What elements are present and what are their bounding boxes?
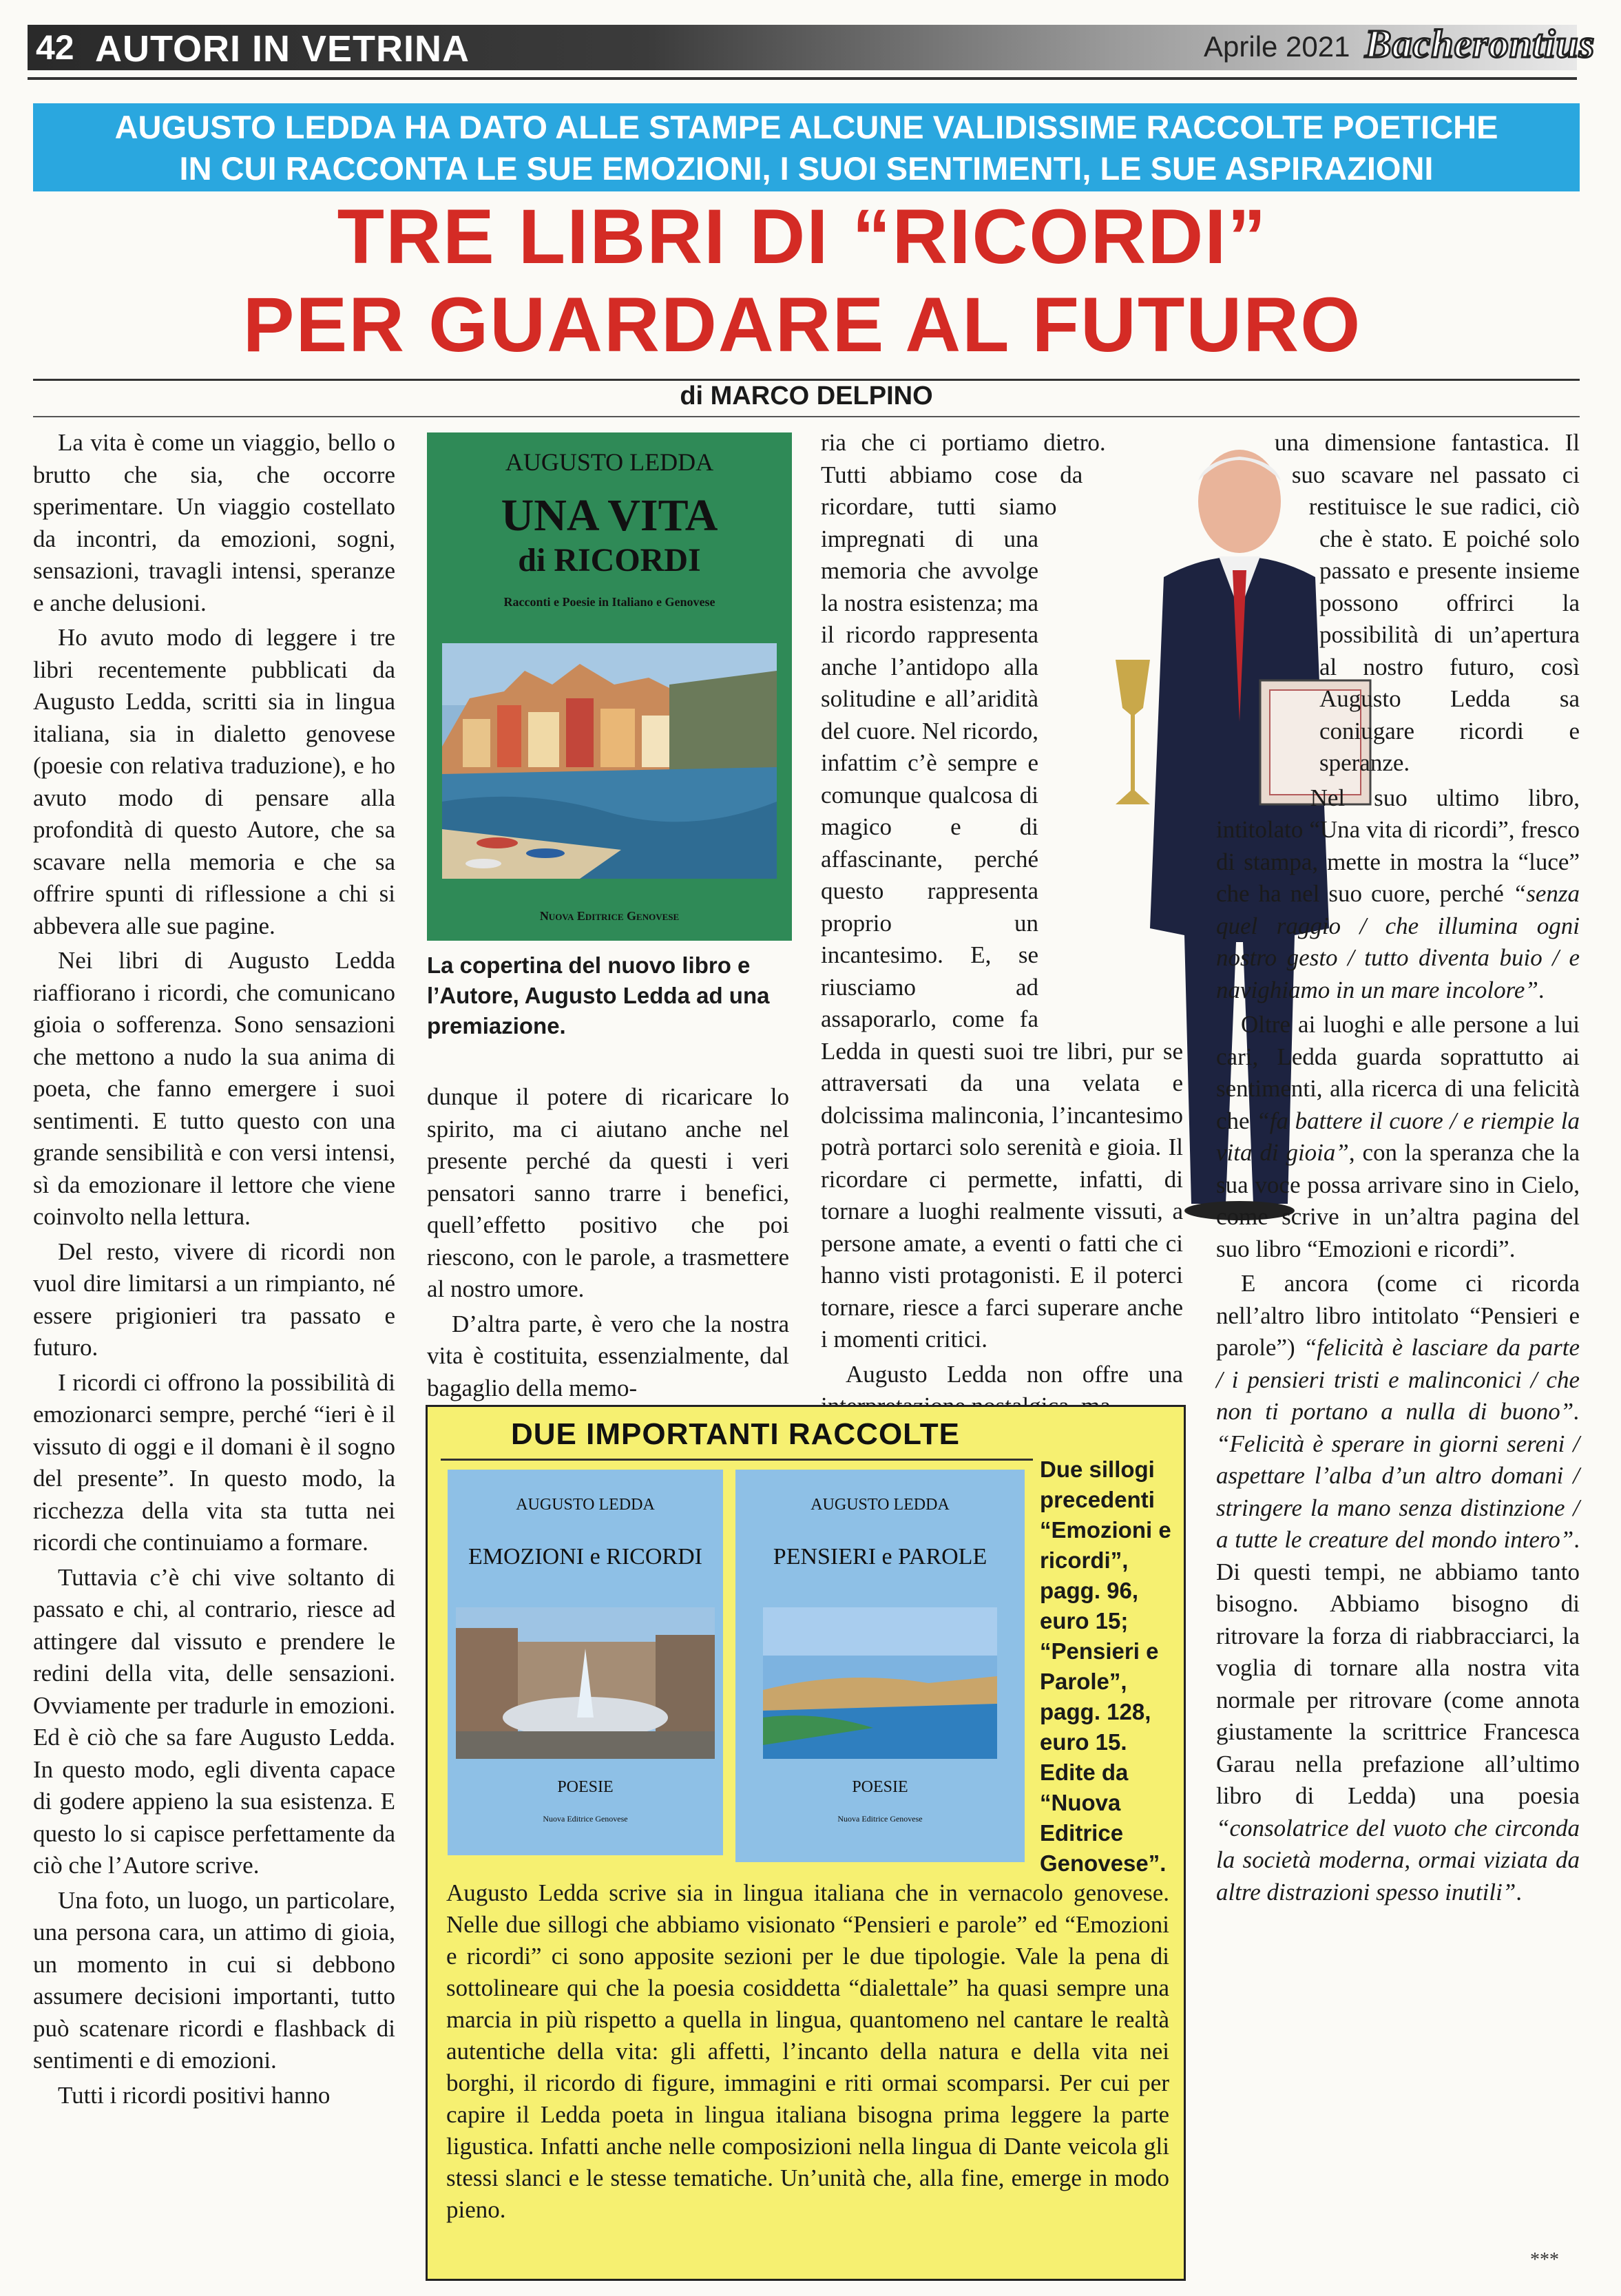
- poem-quote: “senza quel raggio / che illumina ogni nostro gesto / tutto diventa buio / e navighiamo in un mare incolore”: [1216, 880, 1580, 1003]
- paragraph: Del resto, vivere di ricordi non vuol dire limitarsi a un rimpianto, né essere prigionieri tra passato e futuro.: [33, 1238, 395, 1361]
- headline-line-1: TRE LIBRI DI “RICORDI”: [337, 194, 1268, 280]
- headline-line-2: PER GUARDARE AL FUTURO: [242, 282, 1362, 368]
- box-book-details: Due sillogi precedenti “Emozioni e ricordi”, pagg. 96, euro 15; “Pensieri e Parole”, pagg. 128, euro 15. Edite da “Nuova Editrice Genovese”.: [1040, 1457, 1171, 1876]
- cover-publisher: Nuova Editrice Genovese: [543, 1814, 628, 1824]
- box-title: DUE IMPORTANTI RACCOLTE: [511, 1417, 960, 1451]
- paragraph: Tutti i ricordi positivi hanno: [58, 2081, 331, 2109]
- kicker-line-1: AUGUSTO LEDDA HA DATO ALLE STAMPE ALCUNE VALIDISSIME RACCOLTE POETICHE: [114, 109, 1498, 145]
- headline: [28, 193, 1577, 369]
- header-rule: [28, 77, 1577, 80]
- paragraph: La vita è come un viaggio, bello o brutto che sia, che occorre sperimentare. Un viaggio costellato da incontri, da emozioni, sogni, sensazioni, travagli intensi, speranze e anche delusioni.: [33, 429, 395, 616]
- cover-label: POESIE: [852, 1778, 908, 1796]
- paragraph: D’altra parte, è vero che la nostra vita è costituita, essenzialmente, dal bagaglio della memo-: [427, 1310, 789, 1401]
- section-title: AUTORI IN VETRINA: [95, 28, 470, 70]
- text-run: .: [1538, 976, 1545, 1003]
- page-number: 42: [36, 28, 74, 67]
- box-title-rule: [441, 1459, 1033, 1461]
- cover-publisher: Nuova Editrice Genovese: [837, 1814, 923, 1824]
- cover-coast-photo: [763, 1607, 997, 1759]
- cover-title: PENSIERI e PAROLE: [773, 1544, 987, 1569]
- article-column-1: [33, 427, 395, 2286]
- poem-quote: “fa battere il cuore / e riempie la vita di gioia”: [1216, 1107, 1580, 1166]
- article-column-4: [1216, 427, 1580, 2273]
- text-run: , con la speranza che la sua voce possa arrivare sino in Cielo, come scrive in un’altra pagina del suo libro “Emozioni e ricordi”.: [1216, 1139, 1580, 1262]
- cover-subtitle: di RICORDI: [518, 542, 701, 578]
- magazine-logo: Bacherontius: [1365, 21, 1596, 66]
- paragraph: Tuttavia c’è chi vive soltanto di passato e chi, al contrario, riesce ad attingere dal vissuto e prendere le redini della vita, delle sensazioni. Ovviamente per tradurle in emozioni. Ed è ciò che sa fare Augusto Ledda. In questo modo, egli diventa capace di godere appieno la sua esistenza. E questo lo si capisce perfettamente da ciò che l’Autore scrive.: [33, 1563, 395, 1879]
- paragraph: [1216, 1268, 1580, 1908]
- paragraph: Augusto Ledda non offre una: [846, 1360, 1183, 1388]
- cover-author: AUGUSTO LEDDA: [505, 448, 714, 476]
- book-cover-pensieri-e-parole: [735, 1470, 1025, 1862]
- cover-author: AUGUSTO LEDDA: [516, 1496, 655, 1514]
- cover-title: EMOZIONI e RICORDI: [468, 1544, 702, 1569]
- paragraph: Una foto, un luogo, un particolare, una persona cara, un attimo di gioia, un momento in cui si debbono assumere decisioni importanti, tutto può scatenare ricordi e flashback di sentimenti e di emozioni.: [33, 1886, 395, 2074]
- kicker-banner: [33, 103, 1580, 191]
- issue-date: Aprile 2021: [1204, 30, 1350, 63]
- text-run: Nel suo ultimo libro, intitolato “Una vita di ricordi”, fresco di stampa, mette in mostra la “luce” che ha nel suo cuore, perché: [1216, 784, 1580, 907]
- paragraph: [1216, 782, 1580, 1007]
- text-run: .: [1516, 1878, 1523, 1906]
- cover-fountain-photo: [456, 1607, 715, 1759]
- cover-publisher: Nuova Editrice Genovese: [539, 909, 680, 923]
- text-run: E ancora (come ci ricorda nell’altro libro intitolato “Pensieri e parole”): [1216, 1270, 1580, 1361]
- cover-title: UNA VITA: [501, 490, 718, 541]
- book-cover-una-vita-di-ricordi: [427, 432, 792, 941]
- paragraph: una dimensione fantastica. Il suo scavare nel passato ci restituisce le sue radici, ciò che è stato. E poiché solo passato e presente insieme possono offrirci la possibilità di un’apertura al nostro futuro, così Augusto Ledda sa coniugare ricordi e speranze.: [1274, 429, 1580, 776]
- cover-harbor-photo: [442, 643, 777, 879]
- poem-quote: “consolatrice del vuoto che circonda la società moderna, ormai viziata da altre distrazioni spesso inutili”: [1216, 1814, 1580, 1906]
- paragraph: Ho avuto modo di leggere i tre libri recentemente pubblicati da Augusto Ledda, scritti sia in lingua italiana, sia in dialetto genovese (poesie con relativa traduzione), e ho avuto modo di pensare alla profondità di questo Autore, che sa scavare nella memoria e che sa offrire spunti di riflessione a chi si abbevera alle sue pagine.: [33, 624, 395, 939]
- article-column-2: [427, 1081, 789, 1401]
- photo-caption: La copertina del nuovo libro e l’Autore, Augusto Ledda ad una premiazione.: [427, 952, 770, 1039]
- byline: di MARCO DELPINO: [680, 382, 933, 410]
- text-run: Oltre ai luoghi e alle persone a lui cari, Ledda guarda soprattutto ai sentimenti, alla ricerca di una felicità che: [1216, 1011, 1580, 1134]
- cover-tagline: Racconti e Poesie in Italiano e Genovese: [503, 595, 715, 609]
- cover-label: POESIE: [557, 1778, 614, 1796]
- headline-rule: [33, 379, 1580, 381]
- paragraph: dunque il potere di ricaricare lo spirito, ma ci aiutano anche nel presente perché da questi i veri pensatori sanno trarre i benefici, quell’effetto positivo che poi riescono, con le parole, a trasmettere al nostro umore.: [427, 1083, 789, 1302]
- text-run: . Di questi tempi, ne abbiamo tanto bisogno. Abbiamo bisogno di ritrovare la forza di riabbracciarci, la voglia di tornare alla nostra vita normale per ritrovare (come annota giustamente la scrittrice Francesca Garau nella prefazione all’ultimo libro di Ledda) una poesia: [1216, 1526, 1580, 1809]
- kicker-line-2: IN CUI RACCONTA LE SUE EMOZIONI, I SUOI SENTIMENTI, LE SUE ASPIRAZIONI: [179, 150, 1434, 187]
- paragraph: Nei libri di Augusto Ledda riaffiorano i ricordi, che comunicano gioia o sofferenza. Sono sensazioni che mettono a nudo la sua anima di poeta, che fanno emergere i suoi sentimenti. E tutto questo con una grande sensibilità e con versi intensi, sì da emozionare il lettore che viene coinvolto nella lettura.: [33, 947, 395, 1230]
- cover-author: AUGUSTO LEDDA: [810, 1496, 950, 1514]
- box-text: Augusto Ledda scrive sia in lingua italiana che in vernacolo genovese. Nelle due sillogi che abbiamo visionato “Pensieri e parole” ed “Emozioni e ricordi” ci sono apposite sezioni per le due tipologie. Vale la pena di sottolineare qui che la poesia cosiddetta “dialettale” ha quasi sempre una marcia in più rispetto a quella in lingua, quantomeno nel cantare le realtà autentiche della vita: gli affetti, l’incanto della natura e della vita nei borghi, il ricordo di figure, immagini e riti ormai scomparsi. Per cui per capire il Ledda poeta in lingua italiana bisogna prima leggere la parte ligustica. Infatti anche nelle composizioni nella lingua di Dante veicola gli stessi slanci e le stesse tematiche. Un’unità che, alla fine, emerge in modo pieno.: [446, 1879, 1169, 2223]
- paragraph: I ricordi ci offrono la possibilità di emozionarci sempre, perché “ieri è il vissuto di oggi e il domani è il sogno del presente”. In questo modo, la ricchezza della vita sta tutta nei ricordi che continuiamo a formare.: [33, 1368, 395, 1556]
- byline-rule: [33, 416, 1580, 417]
- paragraph: ria che ci portiamo dietro. Tutti abbiamo cose da ricordare, tutti siamo impregnati di una memoria che avvolge la nostra esistenza; ma il ricordo rappresenta anche l’antidopo alla solitudine e all’aridità del cuore. Nel ricordo, infattim c’è sempre e comunque qualcosa di magico e di affascinante, perché questo rappresenta proprio un incantesimo. E, se riusciamo ad assaporarlo, come fa Ledda in questi suoi tre libri, pur se attraversati da una velata e dolcissima malinconia, l’incantesimo potrà portarci solo serenità e gioia. Il ricordare ci permette, infatti, di tornare a luoghi realmente vissuti, a persone amate, a eventi o fatti che ci hanno visti protagonisti. E il poterci tornare, riesce a farci superare anche i momenti critici.: [821, 429, 1183, 1353]
- book-cover-emozioni-e-ricordi: [448, 1470, 723, 1855]
- paragraph: [1216, 1009, 1580, 1265]
- end-mark: ***: [1530, 2249, 1559, 2271]
- poem-quote: “felicità è lasciare da parte / i pensieri tristi e malinconici / che non ti portano a nulla di buono”. “Felicità è sperare in giorni sereni / aspettare l’alba d’un altro domani / stringere la mano senza distinzione / a tutte le creature del mondo intero”: [1216, 1334, 1580, 1553]
